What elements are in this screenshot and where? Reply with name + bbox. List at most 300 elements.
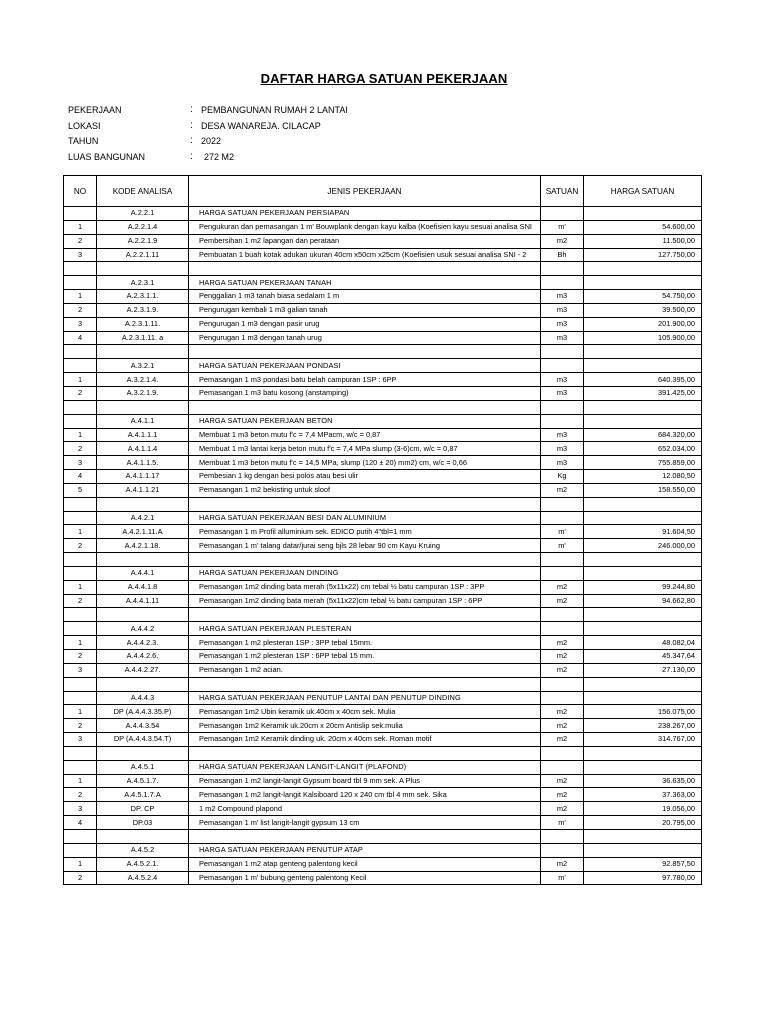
info-value: 272 M2 [204,151,235,162]
cell-satuan [541,511,584,525]
cell-satuan: m2 [541,857,584,871]
cell-satuan: m' [541,871,584,885]
table-row [64,290,702,304]
cell-kode: A.3.2.1 [97,359,189,373]
cell-no: 1 [64,220,97,234]
cell-harga: 27.130,00 [584,663,702,677]
table-body [64,207,702,885]
spacer-row [64,746,702,760]
cell-no: 1 [64,774,97,788]
cell-jenis: HARGA SATUAN PEKERJAAN LANGIT-LANGIT (PLAFOND) [189,760,541,774]
cell-no [64,345,97,359]
cell-kode: DP (A.4.4.3.35.P) [97,705,189,719]
cell-satuan: m3 [541,386,584,400]
cell-jenis [189,345,541,359]
cell-no: 3 [64,802,97,816]
cell-satuan: m3 [541,331,584,345]
cell-no: 3 [64,663,97,677]
cell-harga [584,746,702,760]
info-value: PEMBANGUNAN RUMAH 2 LANTAI [201,105,348,115]
cell-jenis [189,829,541,843]
cell-satuan: m2 [541,705,584,719]
cell-kode: A.2.2.1 [97,207,189,221]
cell-kode [97,746,189,760]
cell-satuan [541,566,584,580]
table-row [64,719,702,733]
cell-no: 5 [64,483,97,497]
cell-harga: 19.056,00 [584,802,702,816]
spacer-row [64,677,702,691]
cell-kode [97,400,189,414]
cell-satuan: m' [541,539,584,553]
cell-jenis [189,677,541,691]
cell-satuan: m2 [541,234,584,248]
page-title-text: DAFTAR HARGA SATUAN PEKERJAAN [260,71,508,86]
cell-kode: A.4.5.1 [97,760,189,774]
cell-kode: DP.03 [97,816,189,830]
cell-jenis: Pemasangan 1 m2 plesteran 1SP : 6PP tebal 15 mm. [189,650,541,664]
cell-satuan: m3 [541,442,584,456]
header-harga-satuan: HARGA SATUAN [584,176,702,207]
cell-satuan [541,400,584,414]
cell-kode: A.4.4.1 [97,566,189,580]
cell-harga: 48.082,04 [584,636,702,650]
spacer-row [64,345,702,359]
cell-satuan [541,622,584,636]
cell-satuan [541,760,584,774]
cell-satuan [541,345,584,359]
cell-kode: A.2.3.1.11. [97,317,189,331]
cell-no: 2 [64,594,97,608]
cell-kode: A.2.3.1.11. a [97,331,189,345]
cell-kode: A.4.2.1.11.A [97,525,189,539]
cell-satuan [541,746,584,760]
section-row [64,511,702,525]
cell-harga: 156.075,00 [584,705,702,719]
table-row [64,234,702,248]
info-label: LUAS BANGUNAN [68,151,146,162]
cell-satuan: m' [541,220,584,234]
cell-no [64,553,97,567]
cell-jenis [189,746,541,760]
cell-satuan: m2 [541,788,584,802]
cell-harga: 20.795,00 [584,816,702,830]
cell-satuan [541,497,584,511]
cell-satuan [541,414,584,428]
cell-jenis: Pemasangan 1m2 Ubin keramik uk.40cm x 40cm sek. Mulia [189,705,541,719]
cell-jenis: Pemasangan 1m2 dinding bata merah (5x11x22) cm tebal ½ batu campuran 1SP : 3PP [189,580,541,594]
cell-no: 1 [64,428,97,442]
cell-no: 1 [64,290,97,304]
cell-harga [584,262,702,276]
cell-kode: A.4.5.2.1. [97,857,189,871]
table-row [64,539,702,553]
cell-harga: 45.347,64 [584,650,702,664]
cell-kode: A.4.4.1.11 [97,594,189,608]
section-row [64,566,702,580]
cell-jenis: Pengurugan 1 m3 dengan pasir urug [189,317,541,331]
cell-kode [97,497,189,511]
cell-jenis: Membuat 1 m3 beton mutu f'c = 14,5 MPa, slump (120 ± 20) mm2) cm, w/c = 0,66 [189,456,541,470]
cell-harga [584,622,702,636]
cell-satuan: m2 [541,719,584,733]
cell-no: 2 [64,234,97,248]
cell-satuan [541,843,584,857]
cell-kode: A.4.1.1.17 [97,470,189,484]
cell-satuan: m3 [541,456,584,470]
section-row [64,843,702,857]
cell-jenis: Pengurugan kembali 1 m3 galian tanah [189,303,541,317]
table-row [64,774,702,788]
cell-satuan [541,276,584,290]
table-row [64,663,702,677]
cell-jenis [189,262,541,276]
cell-kode [97,262,189,276]
info-label: LOKASI [68,120,101,131]
cell-jenis: Pemasangan 1 m2 plesteran 1SP : 3PP tebal 15mm. [189,636,541,650]
cell-no [64,207,97,221]
cell-kode: A.4.4.3.54 [97,719,189,733]
cell-kode [97,608,189,622]
cell-no: 2 [64,719,97,733]
cell-jenis: Pemasangan 1 m2 langit-langit Kalsiboard 120 x 240 cm tbl 4 mm sek. Sika [189,788,541,802]
cell-harga: 99.244,80 [584,580,702,594]
section-row [64,760,702,774]
table-row [64,857,702,871]
price-table [63,175,702,885]
cell-harga [584,359,702,373]
header-satuan: SATUAN [541,176,584,207]
cell-satuan [541,691,584,705]
table-row [64,816,702,830]
cell-jenis: Pemasangan 1m2 Keramik dinding uk. 20cm x 40cm sek. Roman motif [189,733,541,747]
table-row [64,871,702,885]
info-label: PEKERJAAN [68,105,122,115]
cell-satuan: m3 [541,373,584,387]
table-row [64,428,702,442]
cell-kode: A.4.5.1.7.A [97,788,189,802]
spacer-row [64,608,702,622]
info-colon: : [190,135,193,146]
cell-jenis: HARGA SATUAN PEKERJAAN BETON [189,414,541,428]
cell-no: 1 [64,525,97,539]
cell-no [64,691,97,705]
cell-jenis: Pemasangan 1 m' bubung genteng palentong Kecil [189,871,541,885]
cell-harga: 36.635,00 [584,774,702,788]
cell-no: 2 [64,871,97,885]
cell-no [64,359,97,373]
cell-no: 1 [64,857,97,871]
cell-jenis: Membuat 1 m3 lantai kerja beton mutu f'c = 7,4 MPa slump (3-6)cm, w/c = 0,87 [189,442,541,456]
cell-jenis: Pemasangan 1 m2 langit-langit Gypsum board tbl 9 mm sek. A Plus [189,774,541,788]
table-row [64,594,702,608]
section-row [64,691,702,705]
cell-satuan: m2 [541,580,584,594]
cell-satuan: m2 [541,594,584,608]
cell-kode: A.2.3.1.1. [97,290,189,304]
cell-harga: 314.767,00 [584,733,702,747]
cell-jenis [189,553,541,567]
table-header-row [64,176,702,207]
cell-harga: 92.857,50 [584,857,702,871]
cell-satuan: m3 [541,428,584,442]
cell-no [64,497,97,511]
cell-harga: 94.662,80 [584,594,702,608]
cell-satuan [541,359,584,373]
cell-satuan: m2 [541,733,584,747]
cell-no [64,566,97,580]
info-colon: : [190,150,193,162]
cell-kode: A.4.1.1.1 [97,428,189,442]
cell-harga: 37.363,00 [584,788,702,802]
cell-harga: 684.320,00 [584,428,702,442]
cell-no [64,262,97,276]
cell-jenis: HARGA SATUAN PEKERJAAN PENUTUP ATAP [189,843,541,857]
cell-jenis: Pembuatan 1 buah kotak adukan ukuran 40cm x50cm x25cm (Koefisien usuk sesuai analisa SNI - 2 [189,248,541,262]
cell-jenis: Pemasangan 1m2 dinding bata merah (5x11x22)cm tebal ½ batu campuran 1SP : 6PP [189,594,541,608]
cell-satuan: Bh [541,248,584,262]
cell-no [64,622,97,636]
table-row [64,456,702,470]
cell-no: 3 [64,248,97,262]
cell-kode: A.2.2.1.11 [97,248,189,262]
cell-kode: A.4.1.1 [97,414,189,428]
cell-harga: 755.859,00 [584,456,702,470]
cell-harga: 246.000,00 [584,539,702,553]
table-row [64,636,702,650]
cell-kode: A.4.2.1.18. [97,539,189,553]
cell-jenis: Penggalian 1 m3 tanah biasa sedalam 1 m [189,290,541,304]
cell-no: 2 [64,386,97,400]
table-row [64,788,702,802]
cell-satuan [541,553,584,567]
cell-no: 3 [64,733,97,747]
cell-no: 1 [64,705,97,719]
cell-harga [584,566,702,580]
cell-jenis: Pemasangan 1 m3 batu kosong (anstamping) [189,386,541,400]
cell-kode: A.4.5.2 [97,843,189,857]
cell-jenis: Pemasangan 1 m Profil alluminium sek. EDICO putih 4"tbl=1 mm [189,525,541,539]
cell-harga [584,843,702,857]
cell-harga [584,760,702,774]
cell-harga: 127.750,00 [584,248,702,262]
cell-kode: A.4.4.1.8 [97,580,189,594]
table-row [64,802,702,816]
cell-satuan: m2 [541,483,584,497]
cell-no: 2 [64,788,97,802]
cell-harga: 11.500,00 [584,234,702,248]
cell-jenis: HARGA SATUAN PEKERJAAN BESI DAN ALUMINIUM [189,511,541,525]
cell-harga [584,497,702,511]
cell-no: 4 [64,470,97,484]
info-value: DESA WANAREJA. CILACAP [201,120,321,131]
cell-kode: A.4.1.1.4 [97,442,189,456]
table-row [64,483,702,497]
cell-harga: 238.267,00 [584,719,702,733]
cell-harga [584,276,702,290]
cell-satuan: Kg [541,470,584,484]
cell-jenis [189,608,541,622]
info-value: 2022 [201,136,222,146]
cell-kode: A.3.2.1.9. [97,386,189,400]
cell-harga: 12.080,50 [584,470,702,484]
cell-harga [584,677,702,691]
cell-harga: 97.780,00 [584,871,702,885]
cell-no [64,843,97,857]
header-kode-analisa: KODE ANALISA [97,176,189,207]
cell-kode: DP. CP [97,802,189,816]
cell-no: 1 [64,580,97,594]
table-row [64,650,702,664]
cell-no: 3 [64,317,97,331]
cell-jenis: Pemasangan 1 m2 bekisting untuk sloof [189,483,541,497]
cell-no [64,414,97,428]
cell-jenis: Pemasangan 1 m2 atap genteng palentong kecil [189,857,541,871]
section-row [64,276,702,290]
cell-jenis: Pembersihan 1 m2 lapangan dan perataan [189,234,541,248]
cell-satuan: m2 [541,636,584,650]
cell-no: 2 [64,650,97,664]
table-row [64,248,702,262]
cell-satuan: m3 [541,290,584,304]
table-row [64,317,702,331]
table-row [64,220,702,234]
cell-satuan [541,677,584,691]
cell-satuan: m2 [541,774,584,788]
cell-no: 2 [64,442,97,456]
cell-jenis [189,400,541,414]
spacer-row [64,553,702,567]
section-row [64,414,702,428]
section-row [64,359,702,373]
cell-no [64,746,97,760]
cell-jenis: Membuat 1 m3 beton mutu f'c = 7,4 MPacm, w/c = 0,87 [189,428,541,442]
cell-satuan: m2 [541,650,584,664]
cell-kode: A.4.4.2.6. [97,650,189,664]
info-label: TAHUN [68,136,99,146]
cell-kode: A.4.1.1.5. [97,456,189,470]
cell-no [64,760,97,774]
spacer-row [64,400,702,414]
cell-harga: 158.550,00 [584,483,702,497]
cell-kode: A.4.4.2 [97,622,189,636]
cell-kode: DP (A.4.4.3.54.T) [97,733,189,747]
cell-kode: A.3.2.1.4. [97,373,189,387]
cell-no [64,829,97,843]
cell-harga: 201.900,00 [584,317,702,331]
cell-jenis: HARGA SATUAN PEKERJAAN PLESTERAN [189,622,541,636]
cell-no [64,608,97,622]
cell-jenis: HARGA SATUAN PEKERJAAN PONDASI [189,359,541,373]
cell-satuan: m' [541,525,584,539]
cell-jenis: Pembesian 1 kg dengan besi polos atau besi ulir [189,470,541,484]
cell-harga [584,829,702,843]
header-no: NO [64,176,97,207]
table-row [64,705,702,719]
cell-no [64,400,97,414]
cell-jenis: Pemasangan 1 m' list langit-langit gypsum 13 cm [189,816,541,830]
cell-no: 1 [64,636,97,650]
cell-jenis: HARGA SATUAN PEKERJAAN DINDING [189,566,541,580]
info-colon: : [190,104,193,115]
info-colon: : [190,119,193,131]
cell-kode: A.4.4.2.27. [97,663,189,677]
table-row [64,580,702,594]
table-row [64,331,702,345]
table-row [64,373,702,387]
cell-jenis: HARGA SATUAN PEKERJAAN PERSIAPAN [189,207,541,221]
cell-satuan [541,262,584,276]
cell-harga: 105.900,00 [584,331,702,345]
cell-satuan: m2 [541,663,584,677]
cell-jenis: Pemasangan 1 m3 pondasi batu belah campuran 1SP : 6PP [189,373,541,387]
cell-jenis [189,497,541,511]
table-row [64,442,702,456]
section-row [64,622,702,636]
cell-satuan: m3 [541,303,584,317]
cell-jenis: Pemasangan 1 m2 acian. [189,663,541,677]
spacer-row [64,262,702,276]
section-row [64,207,702,221]
cell-no: 1 [64,373,97,387]
cell-kode: A.4.2.1 [97,511,189,525]
cell-no [64,511,97,525]
cell-satuan: m' [541,816,584,830]
cell-no [64,677,97,691]
spacer-row [64,497,702,511]
cell-jenis: Pengurugan 1 m3 dengan tanah urug [189,331,541,345]
cell-no: 2 [64,539,97,553]
cell-no [64,276,97,290]
cell-satuan [541,829,584,843]
cell-harga [584,345,702,359]
cell-kode [97,829,189,843]
table-row [64,386,702,400]
cell-harga [584,691,702,705]
table-row [64,525,702,539]
cell-jenis: HARGA SATUAN PEKERJAAN TANAH [189,276,541,290]
cell-harga [584,553,702,567]
table-row [64,470,702,484]
cell-harga [584,511,702,525]
cell-kode [97,553,189,567]
cell-kode: A.2.2.1.9 [97,234,189,248]
cell-harga: 640.395,00 [584,373,702,387]
cell-harga [584,400,702,414]
cell-kode: A.4.5.1.7. [97,774,189,788]
cell-harga: 391.425,00 [584,386,702,400]
cell-satuan [541,608,584,622]
cell-kode: A.4.4.2.3. [97,636,189,650]
cell-harga [584,207,702,221]
cell-harga: 91.604,50 [584,525,702,539]
cell-jenis: 1 m2 Compound plapond [189,802,541,816]
spacer-row [64,829,702,843]
table-row [64,303,702,317]
page-title [0,71,768,86]
cell-harga [584,608,702,622]
cell-satuan [541,207,584,221]
cell-no: 2 [64,303,97,317]
cell-kode: A.4.5.2.4 [97,871,189,885]
cell-harga: 652.034,00 [584,442,702,456]
cell-jenis: Pemasangan 1 m' talang datar/jurai seng bjls 28 lebar 90 cm Kayu Kruing [189,539,541,553]
cell-jenis: Pengukuran dan pemasangan 1 m' Bouwplank dengan kayu kalba (Koefisien kayu sesuai analisa SNI [189,220,541,234]
cell-kode: A.4.4.3 [97,691,189,705]
cell-no: 4 [64,816,97,830]
cell-kode: A.4.1.1.21 [97,483,189,497]
cell-kode [97,677,189,691]
